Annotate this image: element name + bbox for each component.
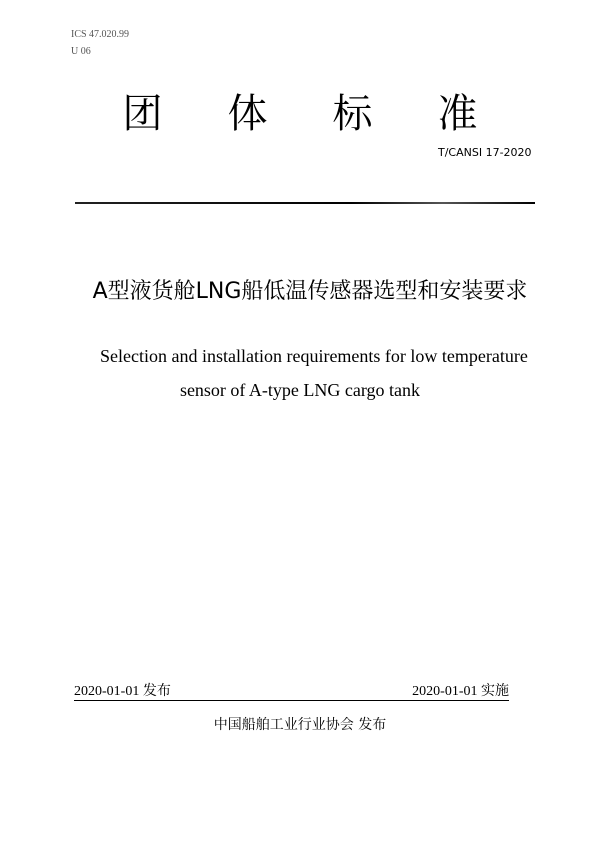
title-char: 团: [122, 91, 163, 137]
english-title-line1: Selection and installation requirements for low temperature: [100, 346, 528, 366]
title-char: 体: [227, 91, 268, 137]
english-title-line2: sensor of A-type LNG cargo tank: [179, 380, 421, 400]
ics-code: ICS 47.020.99: [71, 29, 130, 40]
implement-date: 2020-01-01 实施: [185, 680, 509, 701]
title-char: 标: [332, 91, 373, 137]
ccs-code: U 06: [71, 46, 91, 57]
title-char: 准: [437, 91, 478, 137]
issuer: 中国船舶工业行业协会 发布: [213, 717, 387, 733]
document-type-title: [0, 82, 600, 139]
standard-number: T/CANSI 17-2020: [438, 146, 532, 159]
chinese-title: A型液货舱LNG船低温传感器选型和安装要求: [92, 279, 528, 304]
divider: [75, 202, 535, 204]
publish-date: 2020-01-01 发布: [74, 680, 188, 701]
